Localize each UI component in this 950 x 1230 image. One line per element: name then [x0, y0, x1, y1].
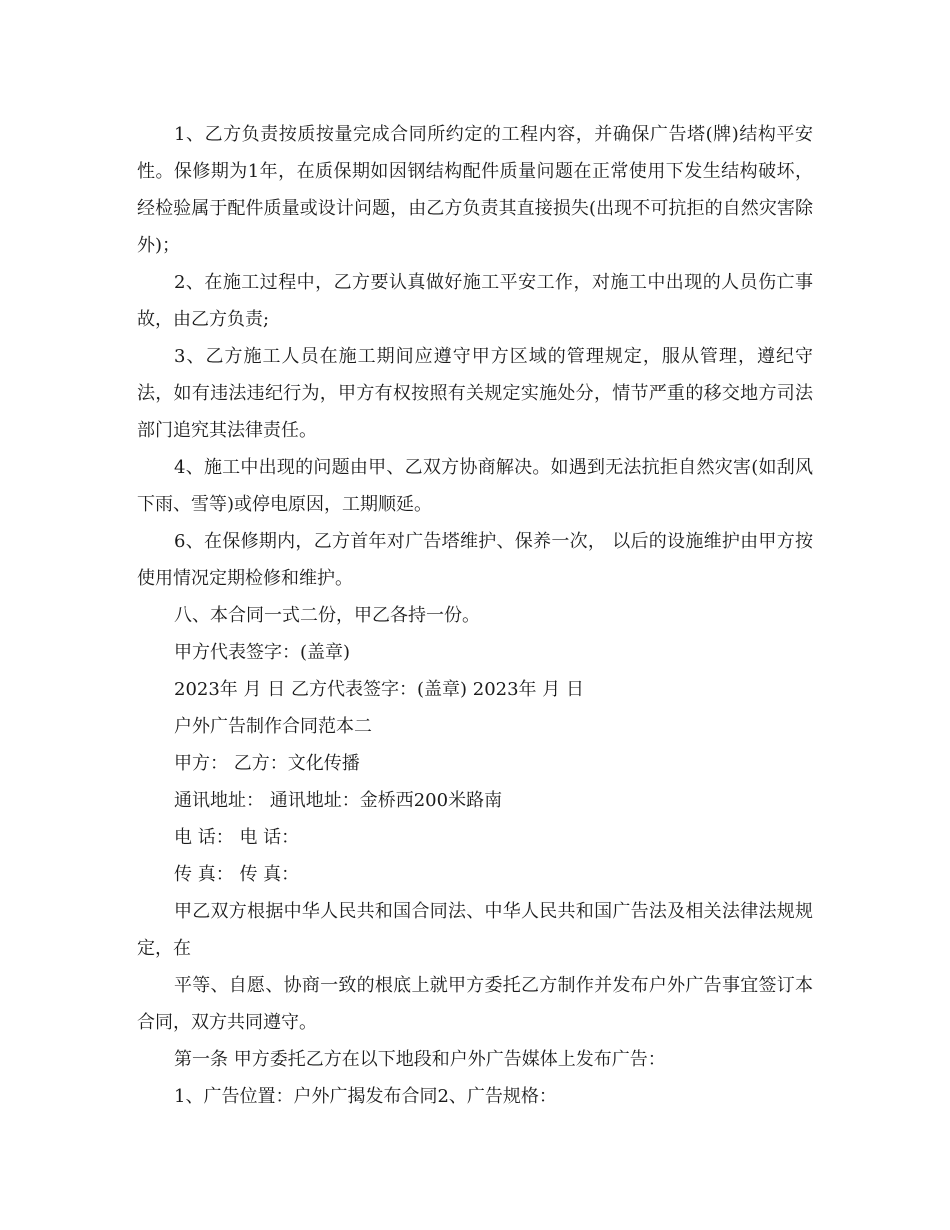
- article-one-heading: 第一条 甲方委托乙方在以下地段和户外广告媒体上发布广告：: [174, 1049, 666, 1070]
- clause-site-regulations: 3、乙方施工人员在施工期间应遵守甲方区域的管理规定，服从管理，遵纪守法，如有违法违纪行为，甲方有权按照有关规定实施处分，情节严重的移交地方司法部门追究其法律责任。: [137, 346, 813, 441]
- document-page: [137, 116, 813, 1115]
- party-a-signature-line: 甲方代表签字：(盖章): [174, 642, 351, 663]
- template-two-title: 户外广告制作合同范本二: [174, 716, 372, 737]
- clause-quality-warranty: 1、乙方负责按质按量完成合同所约定的工程内容，并确保广告塔(牌)结构平安性。保修期为1年，在质保期如因钢结构配件质量问题在正常使用下发生结构破坏，经检验属于配件质量或设计问题，由乙方负责其直接损失(出现不可抗拒的自然灾害除外)；: [137, 124, 813, 256]
- clause-maintenance: 6、在保修期内，乙方首年对广告塔维护、保养一次， 以后的设施维护由甲方按使用情况定期检修和维护。: [137, 531, 813, 589]
- clause-construction-safety: 2、在施工过程中，乙方要认真做好施工平安工作，对施工中出现的人员伤亡事故，由乙方负责;: [137, 272, 813, 330]
- legal-basis-paragraph: 甲乙双方根据中华人民共和国合同法、中华人民共和国广告法及相关法律法规规定，在: [137, 901, 813, 959]
- agreement-basis-paragraph: 平等、自愿、协商一致的根底上就甲方委托乙方制作并发布户外广告事宜签订本合同，双方共同遵守。: [137, 975, 813, 1033]
- ad-location-spec-line: 1、广告位置：户外广揭发布合同2、广告规格：: [174, 1086, 557, 1107]
- clause-copies: 八、本合同一式二份，甲乙各持一份。: [174, 605, 480, 626]
- date-and-party-b-signature-line: 2023年 月 日 乙方代表签字：(盖章) 2023年 月 日: [174, 679, 584, 700]
- clause-dispute-resolution: 4、施工中出现的问题由甲、乙双方协商解决。如遇到无法抗拒自然灾害(如刮风下雨、雪等)或停电原因，工期顺延。: [137, 457, 813, 515]
- address-line: 通讯地址： 通讯地址：金桥西200米路南: [174, 790, 503, 811]
- parties-line: 甲方： 乙方：文化传播: [174, 753, 360, 774]
- fax-line: 传 真： 传 真：: [174, 864, 300, 885]
- phone-line: 电 话： 电 话：: [174, 827, 300, 848]
